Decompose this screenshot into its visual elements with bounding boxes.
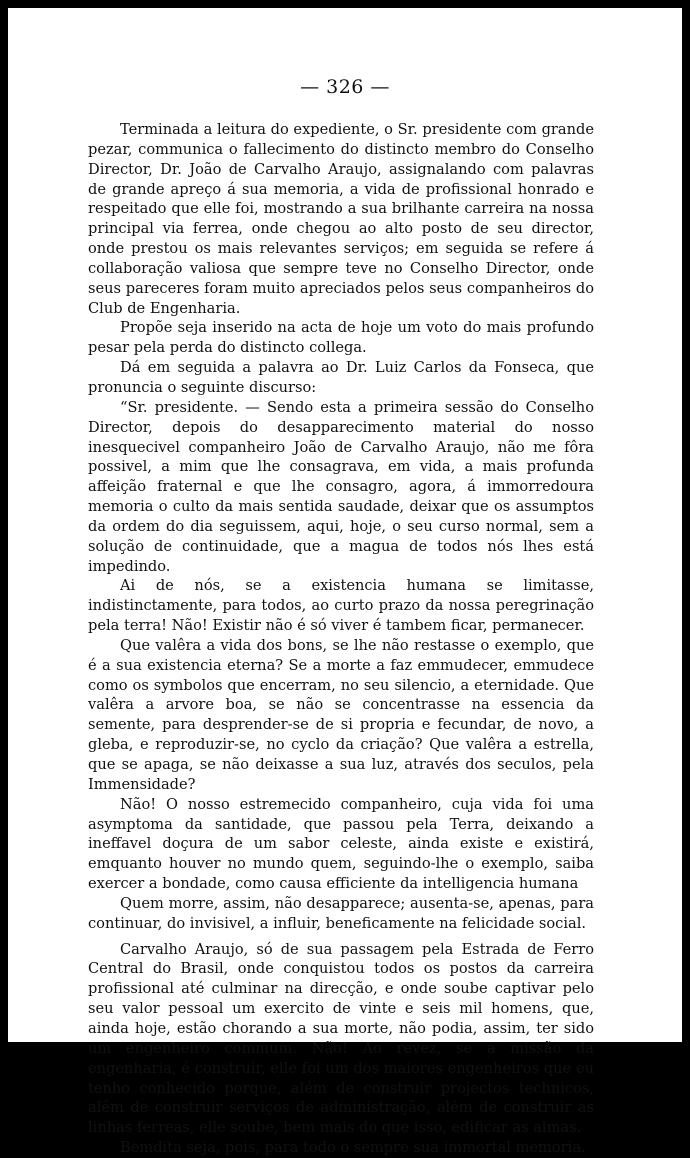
paragraph: Que valêra a vida dos bons, se lhe não restasse o exemplo, que é a sua existencia eterna? Se a morte a faz emmudecer, emmudece como os symbolos que encerram, no seu silencio, a eternidade. Que valêra a arvore boa, se não se concentrasse na essencia da semente, para desprender-se de si propria e fecundar, de novo, a gleba, e reproduzir-se, no cyclo da criação? Que valêra a estrella, que se apaga, se não deixasse a sua luz, através dos seculos, pela Immensidade? (88, 636, 594, 793)
paragraph: Ai de nós, se a existencia humana se limitasse, indistinctamente, para todos, ao curto prazo da nossa peregrinação pela terra! Não! Existir não é só viver é tambem ficar, permanecer. (88, 577, 594, 635)
paragraph: Não! O nosso estremecido companheiro, cuja vida foi uma asymptoma da santidade, que passou pela Terra, deixando a ineffavel doçura de um sabor celeste, ainda existe e existirá, emquanto houver no mundo quem, seguindo-lhe o exemplo, saiba exercer a bondade, como causa efficiente da intelligencia humana (88, 795, 594, 893)
paragraph: Carvalho Araujo, só de sua passagem pela Estrada de Ferro Central do Brasil, onde conquistou todos os postos da carreira profissional até culminar na direcção, e onde soube captivar pelo seu valor pessoal um exercito de vinte e seis mil homens, que, ainda hoje, estão chorando a sua morte, não podia, assim, ter sido um engenheiro commum. Não! Ao revez, se a missão da engenharia, é construir, elle foi um dos maiores engenheiros que eu tenho conhecido porque, além de construir projectos technicos, além de construir serviços de administração, além de construir as linhas ferreas, elle soube, bem mais do que isso, edificar as almas. (88, 940, 594, 1137)
body-text (88, 120, 594, 1158)
paragraph: Bemdita seja, pois, para todo o sempre sua immortal memoria. (120, 1139, 586, 1157)
page-number: — 326 — (300, 76, 390, 98)
paragraph: “Sr. presidente. — Sendo esta a primeira sessão do Conselho Director, depois do desapparecimento material do nosso inesquecivel companheiro João de Carvalho Araujo, não me fôra possivel, a mim que lhe consagrava, em vida, a mais profunda affeição fraternal e que lhe consagro, agora, á immorredoura memoria o culto da mais sentida saudade, deixar que os assumptos da ordem do dia seguissem, aqui, hoje, o seu curso normal, sem a solução de continuidade, que a magua de todos nós lhes está impedindo. (88, 398, 594, 575)
document-page (8, 8, 682, 1157)
paragraph: Propõe seja inserido na acta de hoje um voto do mais profundo pesar pela perda do distincto collega. (88, 319, 594, 357)
paragraph: Terminada a leitura do expediente, o Sr. presidente com grande pezar, communica o fallecimento do distincto membro do Conselho Director, Dr. João de Carvalho Araujo, assignalando com palavras de grande apreço á sua memoria, a vida de profissional honrado e respeitado que elle foi, mostrando a sua brilhante carreira na nossa principal via ferrea, onde chegou ao alto posto de seu director, onde prestou os mais relevantes serviços; em seguida se refere á collaboração valiosa que sempre teve no Conselho Director, onde seus pareceres foram muito apreciados pelos seus companheiros do Club de Engenharia. (88, 121, 594, 317)
paragraph: Quem morre, assim, não desapparece; ausenta-se, apenas, para continuar, do invisivel, a influir, beneficamente na felicidade social. (88, 894, 594, 932)
paragraph: Dá em seguida a palavra ao Dr. Luiz Carlos da Fonseca, que pronuncia o seguinte discurso: (88, 359, 594, 396)
